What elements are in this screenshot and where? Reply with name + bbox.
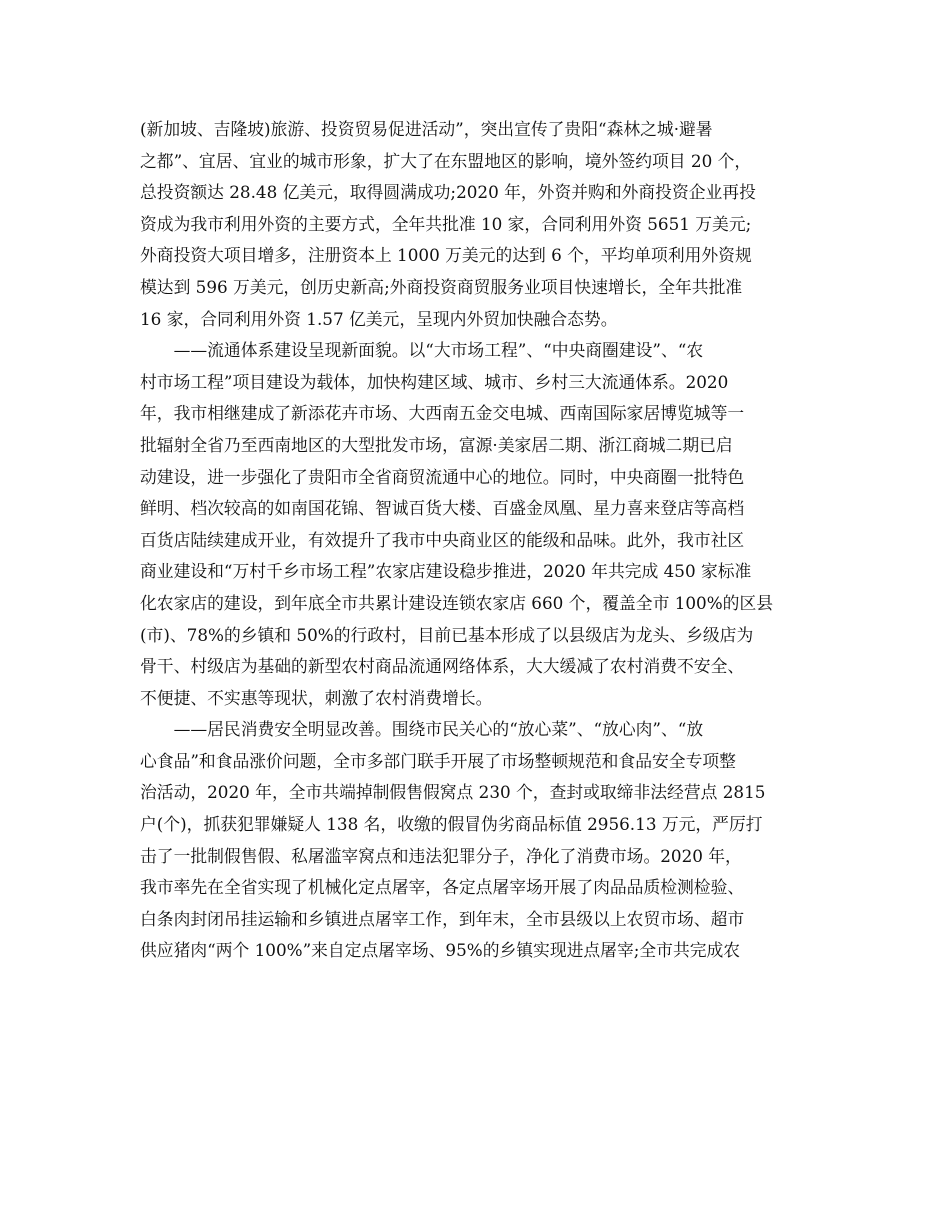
text-line: 外商投资大项目增多，注册资本上 1000 万美元的达到 6 个，平均单项利用外资规 [140, 245, 752, 266]
text-line: 不便捷、不实惠等现状，刺激了农村消费增长。 [140, 687, 493, 708]
text-line: 心食品”和食品涨价问题，全市多部门联手开展了市场整顿规范和食品安全专项整 [140, 750, 736, 771]
text-line: 骨干、村级店为基础的新型农村商品流通网络体系，大大缓减了农村消费不安全、 [140, 656, 745, 677]
text-line: 治活动，2020 年，全市共端掉制假售假窝点 230 个，查封或取缔非法经营点 2815 [140, 782, 766, 803]
text-line: 击了一批制假售假、私屠滥宰窝点和违法犯罪分子，净化了消费市场。2020 年， [140, 845, 742, 866]
text-line: 之都”、宜居、宜业的城市形象，扩大了在东盟地区的影响，境外签约项目 20 个， [140, 150, 752, 171]
text-line: 模达到 596 万美元，创历史新高;外商投资商贸服务业项目快速增长，全年共批准 [140, 276, 743, 297]
text-line: 百货店陆续建成开业，有效提升了我市中央商业区的能级和品味。此外，我市社区 [140, 529, 745, 550]
document-body [140, 114, 815, 967]
text-line: 资成为我市利用外资的主要方式，全年共批准 10 家，合同利用外资 5651 万美元; [140, 213, 752, 234]
text-line: 村市场工程”项目建设为载体，加快构建区域、城市、乡村三大流通体系。2020 [140, 371, 729, 392]
text-line: (市)、78%的乡镇和 50%的行政村，目前已基本形成了以县级店为龙头、乡级店为 [140, 624, 754, 645]
text-line: 商业建设和“万村千乡市场工程”农家店建设稳步推进，2020 年共完成 450 家标准 [140, 561, 752, 582]
text-line: 化农家店的建设，到年底全市共累计建设连锁农家店 660 个，覆盖全市 100%的区县 [140, 592, 774, 613]
text-line: 我市率先在全省实现了机械化定点屠宰，各定点屠宰场开展了肉品品质检测检验、 [140, 877, 745, 898]
text-line: 年，我市相继建成了新添花卉市场、大西南五金交电城、西南国际家居博览城等一 [140, 403, 745, 424]
text-line: 16 家，合同利用外资 1.57 亿美元，呈现内外贸加快融合态势。 [140, 308, 618, 329]
text-line: ——居民消费安全明显改善。围绕市民关心的“放心菜”、“放心肉”、“放 [140, 719, 704, 740]
text-line: 供应猪肉“两个 100%”来自定点屠宰场、95%的乡镇实现进点屠宰;全市共完成农 [140, 940, 741, 961]
text-line: (新加坡、吉隆坡)旅游、投资贸易促进活动”，突出宣传了贵阳“森林之城·避暑 [140, 119, 713, 139]
text-line: 户(个)，抓获犯罪嫌疑人 138 名，收缴的假冒伪劣商品标值 2956.13 万元，严厉打 [140, 814, 763, 835]
text-line: 批辐射全省乃至西南地区的大型批发市场，富源·美家居二期、浙江商城二期已启 [140, 434, 733, 455]
text-line: ——流通体系建设呈现新面貌。以“大市场工程”、“中央商圈建设”、“农 [140, 340, 704, 361]
text-line: 鲜明、档次较高的如南国花锦、智诚百货大楼、百盛金凤凰、星力喜来登店等高档 [140, 498, 745, 519]
text-line: 总投资额达 28.48 亿美元，取得圆满成功;2020 年，外资并购和外商投资企业再投 [140, 182, 756, 203]
text-line: 白条肉封闭吊挂运输和乡镇进点屠宰工作，到年末，全市县级以上农贸市场、超市 [140, 908, 745, 929]
text-line: 动建设，进一步强化了贵阳市全省商贸流通中心的地位。同时，中央商圈一批特色 [140, 466, 745, 487]
